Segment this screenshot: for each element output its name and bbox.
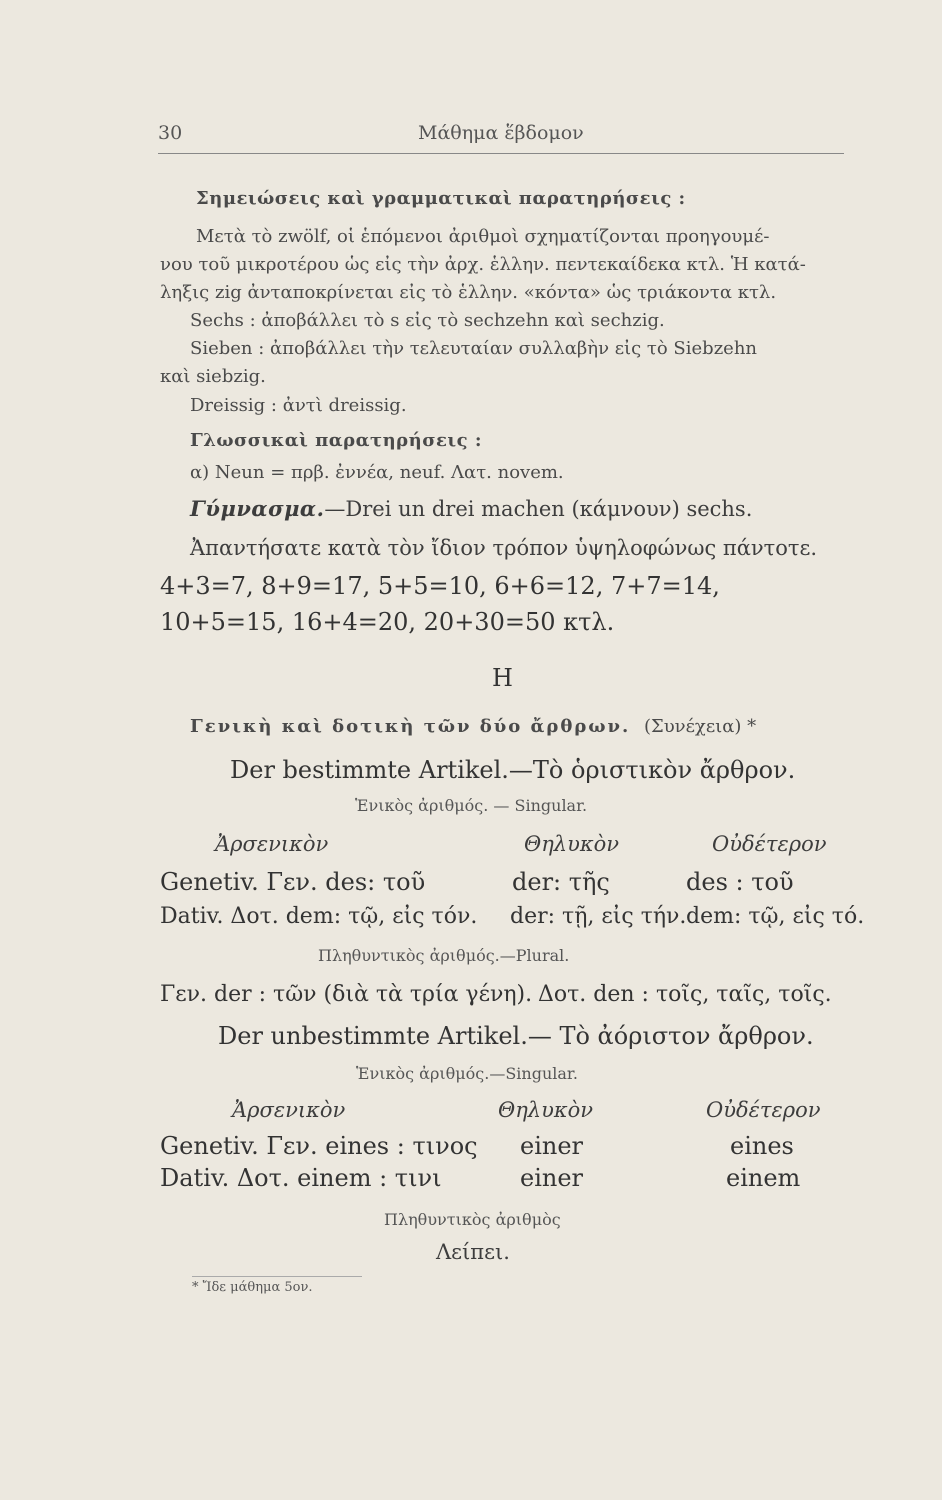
notes-line: Sechs : ἀποβάλλει τὸ s εἰς τὸ sechzehn καὶ sechzig. xyxy=(190,310,665,331)
exercise-line xyxy=(190,496,752,521)
footnote-rule xyxy=(192,1276,362,1277)
header-rule xyxy=(158,153,844,154)
sums-line: 10+5=15, 16+4=20, 20+30=50 κτλ. xyxy=(160,608,615,636)
gender-masculine: Ἀρσενικὸν xyxy=(232,1098,346,1122)
definite-title: Der bestimmte Artikel.—Τὸ ὁριστικὸν ἄρθρον. xyxy=(230,756,796,784)
gender-neuter: Οὐδέτερον xyxy=(712,832,827,856)
notes-line: νου τοῦ μικροτέρου ὡς εἰς τὴν ἀρχ. ἑλλην. πεντεκαίδεκα κτλ. Ἡ κατά- xyxy=(160,254,806,275)
definite-genetiv-fem: der: τῆς xyxy=(512,868,610,896)
notes-line: ληξις zig ἀνταποκρίνεται εἰς τὸ ἑλλην. «κόντα» ὡς τριάκοντα κτλ. xyxy=(160,282,777,303)
definite-plural-dativ: Δοτ. den : τοῖς, ταῖς, τοῖς. xyxy=(538,982,832,1007)
lesson-heading-line xyxy=(190,718,756,736)
gender-feminine: Θηλυκὸν xyxy=(524,832,620,856)
exercise-instruction: Ἀπαντήσατε κατὰ τὸν ἴδιον τρόπον ὑψηλοφώνως πάντοτε. xyxy=(190,536,818,560)
indefinite-genetiv-neut: eines xyxy=(730,1132,794,1160)
notes-line: Μετὰ τὸ zwölf, οἱ ἑπόμενοι ἀριθμοὶ σχηματίζονται προηγουμέ- xyxy=(196,226,770,247)
indefinite-title: Der unbestimmte Artikel.— Τὸ ἀόριστον ἄρθρον. xyxy=(218,1022,814,1050)
section-heading-linguistic: Γλωσσικαὶ παρατηρήσεις : xyxy=(190,430,483,451)
indefinite-dativ-neut: einem xyxy=(726,1164,801,1192)
indefinite-plural-label: Πληθυντικὸς ἀριθμὸς xyxy=(384,1210,561,1229)
notes-line: καὶ siebzig. xyxy=(160,366,266,387)
indefinite-dativ-masc: Dativ. Δοτ. einem : τινι xyxy=(160,1164,442,1192)
definite-dativ-fem: der: τῇ, εἰς τήν. xyxy=(510,904,687,929)
footnote: * Ἴδε μάθημα 5ον. xyxy=(192,1280,313,1295)
definite-singular-label: Ἑνικὸς ἀριθμός. — Singular. xyxy=(355,796,588,815)
indefinite-genetiv-masc: Genetiv. Γεν. eines : τινος xyxy=(160,1132,478,1160)
indefinite-plural-text: Λείπει. xyxy=(436,1240,510,1264)
notes-line: Sieben : ἀποβάλλει τὴν τελευταίαν συλλαβὴν εἰς τὸ Siebzehn xyxy=(190,338,758,359)
exercise-text: —Drei un drei machen (κάμνουν) sechs. xyxy=(324,497,753,521)
definite-genetiv-neut: des : τοῦ xyxy=(686,868,794,896)
definite-genetiv-masc: Genetiv. Γεν. des: τοῦ xyxy=(160,868,426,896)
notes-line: Dreissig : ἀντὶ dreissig. xyxy=(190,395,407,416)
gender-masculine: Ἀρσενικὸν xyxy=(215,832,329,856)
definite-dativ-masc: Dativ. Δοτ. dem: τῷ, εἰς τόν. xyxy=(160,904,478,929)
lesson-heading: Γενικὴ καὶ δοτικὴ τῶν δύο ἄρθρων. xyxy=(190,716,631,737)
section-heading-notes: Σημειώσεις καὶ γραμματικαὶ παρατηρήσεις : xyxy=(196,188,686,209)
indefinite-genetiv-fem: einer xyxy=(520,1132,584,1160)
running-title: Μάθημα ἕβδομον xyxy=(418,122,584,144)
definite-plural-genetiv: Γεν. der : τῶν (διὰ τὰ τρία γένη). xyxy=(160,982,533,1007)
definite-plural-label: Πληθυντικὸς ἀριθμός.—Plural. xyxy=(318,946,570,965)
definite-dativ-neut: dem: τῷ, εἰς τό. xyxy=(686,904,865,929)
linguistic-note: α) Neun = πρβ. ἐννέα, neuf. Λατ. novem. xyxy=(190,462,564,483)
gender-feminine: Θηλυκὸν xyxy=(498,1098,594,1122)
section-mark: H xyxy=(492,664,513,692)
exercise-label: Γύμνασμα. xyxy=(190,496,325,521)
lesson-heading-note: (Συνέχεια) * xyxy=(643,716,757,737)
indefinite-singular-label: Ἑνικὸς ἀριθμός.—Singular. xyxy=(356,1064,578,1083)
page-number: 30 xyxy=(158,122,183,144)
indefinite-dativ-fem: einer xyxy=(520,1164,584,1192)
gender-neuter: Οὐδέτερον xyxy=(706,1098,821,1122)
sums-line: 4+3=7, 8+9=17, 5+5=10, 6+6=12, 7+7=14, xyxy=(160,572,720,600)
